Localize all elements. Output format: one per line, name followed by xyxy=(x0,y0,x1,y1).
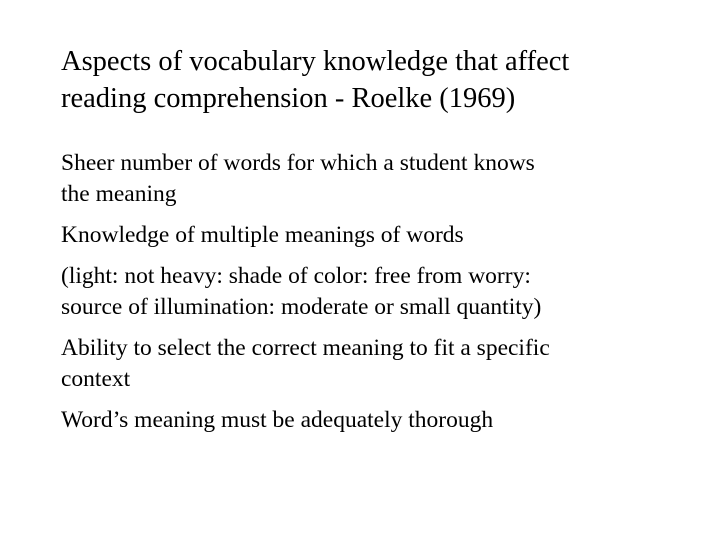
list-item-line: Word’s meaning must be adequately thorough xyxy=(61,407,494,433)
list-item-line: (light: not heavy: shade of color: free from worry: xyxy=(61,263,531,289)
list-item-line: Ability to select the correct meaning to fit a specific xyxy=(61,335,550,361)
list-item-line: the meaning xyxy=(61,181,177,207)
spacer xyxy=(61,210,701,220)
list-item-line: Knowledge of multiple meanings of words xyxy=(61,222,464,248)
list-item-vocabulary-size xyxy=(61,148,701,210)
spacer xyxy=(61,395,701,405)
bullet-list xyxy=(61,148,701,436)
list-item-light-example xyxy=(61,261,701,323)
slide-title-line: reading comprehension - Roelke (1969) xyxy=(61,83,516,114)
spacer xyxy=(61,251,701,261)
list-item-line: source of illumination: moderate or small quantity) xyxy=(61,294,542,320)
slide-title-line: Aspects of vocabulary knowledge that affect xyxy=(61,46,570,77)
spacer xyxy=(61,323,701,333)
slide-title xyxy=(61,43,691,117)
list-item-multiple-meanings xyxy=(61,220,701,251)
list-item-thorough-meaning xyxy=(61,405,701,436)
list-item-line: Sheer number of words for which a student knows xyxy=(61,150,535,176)
list-item-select-meaning xyxy=(61,333,701,395)
list-item-line: context xyxy=(61,366,131,392)
